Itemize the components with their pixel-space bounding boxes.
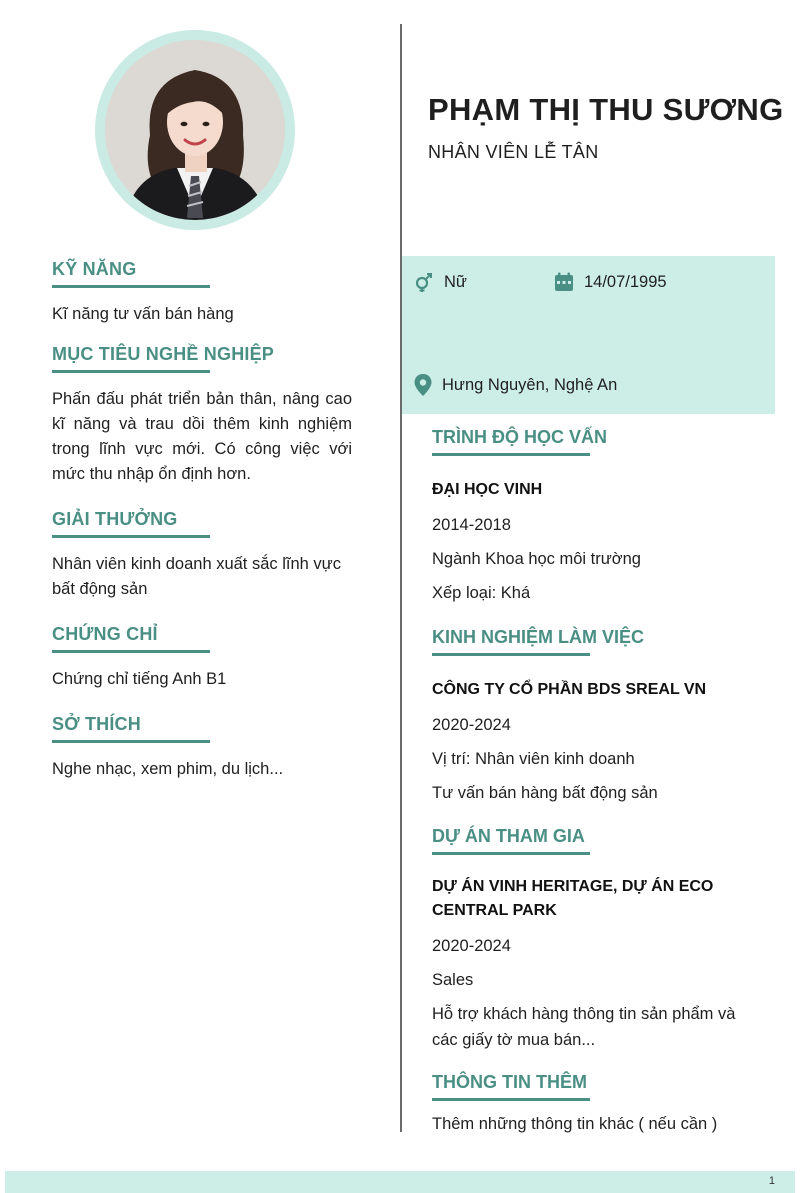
projects-title: DỰ ÁN THAM GIA: [432, 826, 585, 846]
projects-underline: [432, 852, 590, 855]
education-years: 2014-2018: [432, 516, 511, 534]
extra-underline: [432, 1098, 590, 1101]
birthdate-item: [554, 272, 667, 292]
experience-section: [432, 627, 762, 806]
certificates-section: [52, 624, 352, 692]
projects-desc: Hỗ trợ khách hàng thông tin sản phẩm và các giấy tờ mua bán...: [432, 1005, 736, 1049]
education-title: TRÌNH ĐỘ HỌC VẤN: [432, 427, 607, 447]
experience-position: Vị trí: Nhân viên kinh doanh: [432, 750, 635, 768]
candidate-name: PHẠM THỊ THU SƯƠNG: [428, 92, 784, 127]
gender-value: Nữ: [444, 272, 467, 291]
awards-text: Nhân viên kinh doanh xuất sắc lĩnh vực bất động sản: [52, 555, 341, 598]
education-school: ĐẠI HỌC VINH: [432, 481, 543, 498]
address-value: Hưng Nguyên, Nghệ An: [442, 375, 618, 394]
avatar-ring: [95, 30, 295, 230]
projects-years: 2020-2024: [432, 937, 511, 955]
certificates-underline: [52, 650, 210, 653]
gender-item: [414, 272, 467, 292]
education-section: [432, 427, 762, 606]
education-underline: [432, 453, 590, 456]
objective-title: MỤC TIÊU NGHỀ NGHIỆP: [52, 344, 275, 364]
hobbies-section: [52, 714, 352, 782]
extra-title: THÔNG TIN THÊM: [432, 1072, 587, 1092]
awards-title: GIẢI THƯỞNG: [52, 509, 178, 529]
certificates-title: CHỨNG CHỈ: [52, 624, 158, 644]
avatar: [105, 40, 285, 220]
education-major: Ngành Khoa học môi trường: [432, 550, 641, 568]
birthdate-value: 14/07/1995: [584, 272, 667, 291]
extra-section: [432, 1072, 762, 1137]
experience-title: KINH NGHIỆM LÀM VIỆC: [432, 627, 645, 647]
calendar-icon: [554, 272, 574, 292]
gender-icon: [414, 272, 434, 292]
objective-text: Phấn đấu phát triển bản thân, nâng cao kĩ năng và trau dồi thêm kinh nghiệm trong lĩnh vực mới. Có công việc với mức thu nhập ổn định hơn.: [52, 390, 352, 483]
hobbies-title: SỞ THÍCH: [52, 714, 141, 734]
column-divider: [400, 24, 402, 1132]
hobbies-text: Nghe nhạc, xem phim, du lịch...: [52, 760, 284, 778]
objective-underline: [52, 370, 210, 373]
awards-underline: [52, 535, 210, 538]
experience-underline: [432, 653, 590, 656]
experience-years: 2020-2024: [432, 716, 511, 734]
skills-underline: [52, 285, 210, 288]
personal-info-box: [402, 256, 775, 414]
awards-section: [52, 509, 352, 602]
objective-section: [52, 344, 352, 487]
page-number: 1: [768, 1175, 775, 1187]
skills-text: Kĩ năng tư vấn bán hàng: [52, 305, 234, 323]
hobbies-underline: [52, 740, 210, 743]
skills-section: [52, 259, 352, 327]
experience-company: CÔNG TY CỔ PHẦN BDS SREAL VN: [432, 681, 707, 698]
education-grade: Xếp loại: Khá: [432, 584, 531, 602]
page-footer: [5, 1171, 795, 1193]
job-title: NHÂN VIÊN LỄ TÂN: [428, 142, 599, 162]
location-pin-icon: [414, 374, 432, 396]
projects-section: [432, 826, 762, 1053]
address-item: [414, 374, 617, 396]
certificates-text: Chứng chỉ tiếng Anh B1: [52, 670, 227, 688]
skills-title: KỸ NĂNG: [52, 259, 137, 279]
projects-name: DỰ ÁN VINH HERITAGE, DỰ ÁN ECO CENTRAL PARK: [432, 878, 714, 919]
projects-role: Sales: [432, 971, 474, 989]
extra-text: Thêm những thông tin khác ( nếu cần ): [432, 1115, 718, 1133]
experience-desc: Tư vấn bán hàng bất động sản: [432, 784, 658, 802]
